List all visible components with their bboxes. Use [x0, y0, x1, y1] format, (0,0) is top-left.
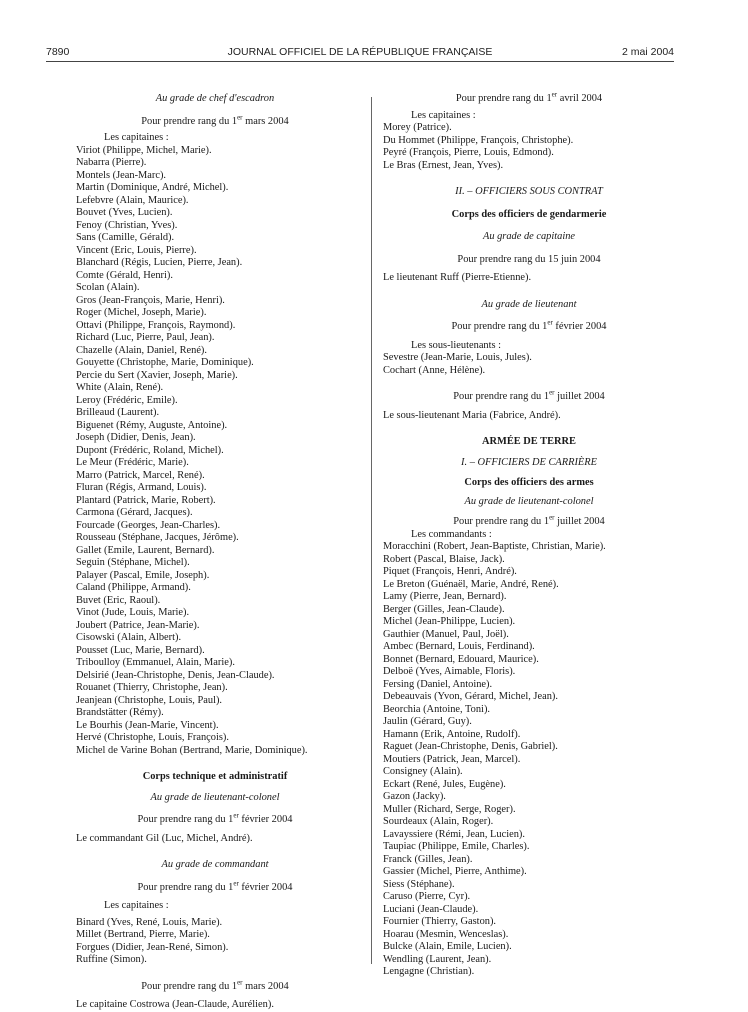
list-item: Luciani (Jean-Claude). [383, 903, 479, 915]
list-item: Consigney (Alain). [383, 766, 463, 777]
list-item: Moracchini (Robert, Jean-Baptiste, Christian, Marie). [383, 541, 606, 552]
list-item: Taupiac (Philippe, Emile, Charles). [383, 841, 530, 852]
list-item: Viriot (Philippe, Michel, Marie). [76, 144, 212, 156]
list-item: Gauthier (Manuel, Paul, Joël). [383, 628, 509, 640]
page-number: 7890 [46, 46, 70, 58]
mars-rank-date: Pour prendre rang du 1er mars 2004 [141, 978, 289, 992]
header-rule [46, 61, 674, 62]
ltcol-rank-date: Pour prendre rang du 1er février 2004 [137, 811, 293, 825]
list-item: Brilleaud (Laurent). [76, 407, 160, 418]
list-item: Debeauvais (Yvon, Gérard, Michel, Jean). [383, 691, 558, 702]
list-item: Du Hommet (Philippe, François, Christophe). [383, 134, 574, 146]
cmdt-rank-date: Pour prendre rang du 1er février 2004 [137, 879, 293, 893]
list-item: Fluran (Régis, Armand, Louis). [76, 482, 207, 493]
list-item: Scolan (Alain). [76, 282, 140, 293]
sous-lieutenant-maria: Le sous-lieutenant Maria (Fabrice, André). [383, 409, 561, 421]
list-item: Hoarau (Mesmin, Wenceslas). [383, 928, 509, 940]
page-header [46, 44, 674, 60]
capitaine-costrowa: Le capitaine Costrowa (Jean-Claude, Aurélien). [76, 999, 274, 1010]
list-item: Delsirié (Jean-Christophe, Denis, Jean-Claude). [76, 669, 275, 681]
list-item: Percie du Sert (Xavier, Joseph, Marie). [76, 369, 238, 381]
list-item: Le Meur (Frédéric, Marie). [76, 457, 189, 468]
list-item: Fourcade (Georges, Jean-Charles). [76, 519, 221, 531]
journal-title: JOURNAL OFFICIEL DE LA RÉPUBLIQUE FRANÇAISE [227, 46, 493, 58]
list-item: Marro (Patrick, Marcel, René). [76, 469, 205, 481]
list-item: Le Bourhis (Jean-Marie, Vincent). [76, 719, 219, 731]
list-item: Sans (Camille, Gérald). [76, 232, 175, 243]
capitaine-grade-heading: Au grade de capitaine [482, 231, 576, 242]
list-item: Michel (Jean-Philippe, Lucien). [383, 616, 516, 627]
list-item: Seguin (Stéphane, Michel). [76, 557, 190, 568]
list-item: Piquet (François, Henri, André). [383, 566, 517, 577]
ltcol-grade-heading-right: Au grade de lieutenant-colonel [464, 495, 594, 507]
list-item: Gallet (Emile, Laurent, Bernard). [76, 544, 215, 556]
list-item: Forgues (Didier, Jean-René, Simon). [76, 941, 229, 953]
commandants-label: Les commandants : [411, 528, 492, 540]
list-item: Muller (Richard, Serge, Roger). [383, 803, 516, 815]
sous-lieutenants-list [383, 352, 675, 377]
list-item: Binard (Yves, René, Louis, Marie). [76, 916, 223, 928]
list-item: Le Bras (Ernest, Jean, Yves). [383, 159, 504, 171]
list-item: Lavayssiere (Rémi, Jean, Lucien). [383, 828, 525, 840]
list-item: Chazelle (Alain, Daniel, René). [76, 344, 207, 356]
list-item: Sourdeaux (Alain, Roger). [383, 816, 494, 827]
list-item: Sevestre (Jean-Marie, Louis, Jules). [383, 352, 532, 363]
list-item: Jeanjean (Christophe, Louis, Paul). [76, 694, 223, 706]
list-item: Ruffine (Simon). [76, 954, 147, 965]
list-item: Joseph (Didier, Denis, Jean). [76, 432, 196, 443]
list-item: Wendling (Laurent, Jean). [383, 953, 492, 965]
right-column [383, 90, 675, 979]
commandant-gil: Le commandant Gil (Luc, Michel, André). [76, 832, 253, 844]
list-item: Beorchia (Antoine, Toni). [383, 703, 491, 715]
list-item: Berger (Gilles, Jean-Claude). [383, 603, 505, 615]
list-item: Fournier (Thierry, Gaston). [383, 916, 497, 927]
list-item: Blanchard (Régis, Lucien, Pierre, Jean). [76, 257, 243, 268]
list-item: Palayer (Pascal, Emile, Joseph). [76, 569, 210, 581]
capitaines-label: Les capitaines : [104, 132, 169, 143]
fev-rank-date: Pour prendre rang du 1er février 2004 [451, 318, 607, 332]
list-item: Ottavi (Philippe, François, Raymond). [76, 319, 236, 331]
list-item: Franck (Gilles, Jean). [383, 853, 473, 865]
list-item: Lamy (Pierre, Jean, Bernard). [383, 591, 507, 602]
list-item: Siess (Stéphane). [383, 878, 455, 890]
commandants-list [383, 541, 675, 979]
list-item: Peyré (François, Pierre, Louis, Edmond). [383, 147, 554, 158]
list-item: Morey (Patrice). [383, 122, 452, 133]
cmdt-heading: Au grade de commandant [161, 859, 269, 870]
juil2-rank-date: Pour prendre rang du 1er juillet 2004 [453, 513, 605, 527]
list-item: Le Breton (Guénaël, Marie, André, René). [383, 578, 559, 590]
section-i-heading: I. – OFFICIERS DE CARRIÈRE [461, 456, 597, 468]
capitaines-label-right: Les capitaines : [411, 109, 476, 121]
corps-heading: Corps technique et administratif [142, 771, 288, 782]
list-item: Pousset (Luc, Marie, Bernard). [76, 644, 205, 656]
list-item: Biguenet (Rémy, Auguste, Antoine). [76, 419, 228, 431]
list-item: Lengagne (Christian). [383, 966, 475, 977]
list-item: Bulcke (Alain, Emile, Lucien). [383, 941, 512, 952]
lieutenant-grade-heading: Au grade de lieutenant [481, 298, 577, 310]
list-item: Plantard (Patrick, Marie, Robert). [76, 494, 216, 506]
list-item: Cochart (Anne, Hélène). [383, 364, 486, 376]
list-item: Triboulloy (Emmanuel, Alain, Marie). [76, 657, 235, 668]
list-item: Raguet (Jean-Christophe, Denis, Gabriel). [383, 741, 558, 752]
list-item: Fersing (Daniel, Antoine). [383, 678, 493, 690]
list-item: Montels (Jean-Marc). [76, 169, 167, 181]
list-item: Comte (Gérald, Henri). [76, 269, 173, 281]
list-item: Lefebvre (Alain, Maurice). [76, 194, 189, 206]
capitaines-list [76, 145, 354, 758]
list-item: Bonnet (Bernard, Edouard, Maurice). [383, 653, 539, 665]
list-item: Martin (Dominique, André, Michel). [76, 182, 229, 193]
section-ii-heading: II. – OFFICIERS SOUS CONTRAT [455, 186, 603, 197]
list-item: Hervé (Christophe, Louis, François). [76, 732, 229, 743]
juil-rank-date: Pour prendre rang du 1er juillet 2004 [453, 388, 605, 402]
cmdt-capitaines-label: Les capitaines : [104, 900, 169, 911]
list-item: Michel de Varine Bohan (Bertrand, Marie, Dominique). [76, 744, 308, 756]
juin-rank-date: Pour prendre rang du 15 juin 2004 [457, 253, 601, 265]
avril-rank-date: Pour prendre rang du 1er avril 2004 [455, 90, 603, 104]
issue-date: 2 mai 2004 [622, 46, 674, 58]
list-item: Hamann (Erik, Antoine, Rudolf). [383, 728, 521, 740]
corps-gendarmerie-heading: Corps des officiers de gendarmerie [451, 208, 607, 220]
armee-de-terre-heading: ARMÉE DE TERRE [482, 436, 576, 447]
list-item: Caruso (Pierre, Cyr). [383, 891, 471, 902]
left-column [76, 93, 354, 1012]
list-item: White (Alain, René). [76, 382, 164, 393]
lieutenant-ruff: Le lieutenant Ruff (Pierre-Etienne). [383, 272, 532, 283]
corps-armes-heading: Corps des officiers des armes [464, 477, 594, 488]
list-item: Bouvet (Yves, Lucien). [76, 207, 173, 218]
list-item: Caland (Philippe, Armand). [76, 582, 191, 593]
sous-lieutenants-label: Les sous-lieutenants : [411, 339, 502, 351]
list-item: Jaulin (Gérard, Guy). [383, 716, 472, 727]
list-item: Gassier (Michel, Pierre, Anthime). [383, 866, 527, 877]
list-item: Gazon (Jacky). [383, 791, 446, 802]
list-item: Brandstätter (Rémy). [76, 707, 164, 718]
cmdt-capitaines-list [76, 917, 354, 967]
list-item: Millet (Bertrand, Pierre, Marie). [76, 929, 210, 940]
list-item: Carmona (Gérard, Jacques). [76, 507, 193, 518]
list-item: Eckart (René, Jules, Eugène). [383, 778, 506, 790]
list-item: Roger (Michel, Joseph, Marie). [76, 307, 207, 318]
list-item: Dupont (Frédéric, Roland, Michel). [76, 444, 224, 456]
list-item: Fenoy (Christian, Yves). [76, 219, 178, 231]
list-item: Leroy (Frédéric, Emile). [76, 394, 178, 406]
list-item: Delboë (Yves, Aimable, Floris). [383, 666, 516, 677]
list-item: Rouanet (Thierry, Christophe, Jean). [76, 682, 228, 693]
list-item: Robert (Pascal, Blaise, Jack). [383, 553, 505, 565]
column-divider [371, 97, 372, 964]
list-item: Cisowski (Alain, Albert). [76, 632, 182, 643]
capitaines-list-right [383, 122, 675, 172]
ltcol-heading: Au grade de lieutenant-colonel [150, 791, 280, 803]
grade-heading: Au grade de chef d'escadron [155, 93, 275, 104]
list-item: Vinot (Jude, Louis, Marie). [76, 607, 190, 618]
rank-date: Pour prendre rang du 1er mars 2004 [141, 113, 289, 127]
list-item: Joubert (Patrice, Jean-Marie). [76, 619, 200, 631]
list-item: Ambec (Bernard, Louis, Ferdinand). [383, 641, 535, 652]
list-item: Rousseau (Stéphane, Jacques, Jérôme). [76, 532, 239, 543]
list-item: Buvet (Eric, Raoul). [76, 594, 161, 606]
list-item: Gouyette (Christophe, Marie, Dominique). [76, 357, 254, 368]
list-item: Gros (Jean-François, Marie, Henri). [76, 294, 225, 306]
list-item: Nabarra (Pierre). [76, 157, 147, 168]
list-item: Moutiers (Patrick, Jean, Marcel). [383, 753, 521, 765]
list-item: Richard (Luc, Pierre, Paul, Jean). [76, 332, 215, 343]
list-item: Vincent (Eric, Louis, Pierre). [76, 244, 197, 256]
